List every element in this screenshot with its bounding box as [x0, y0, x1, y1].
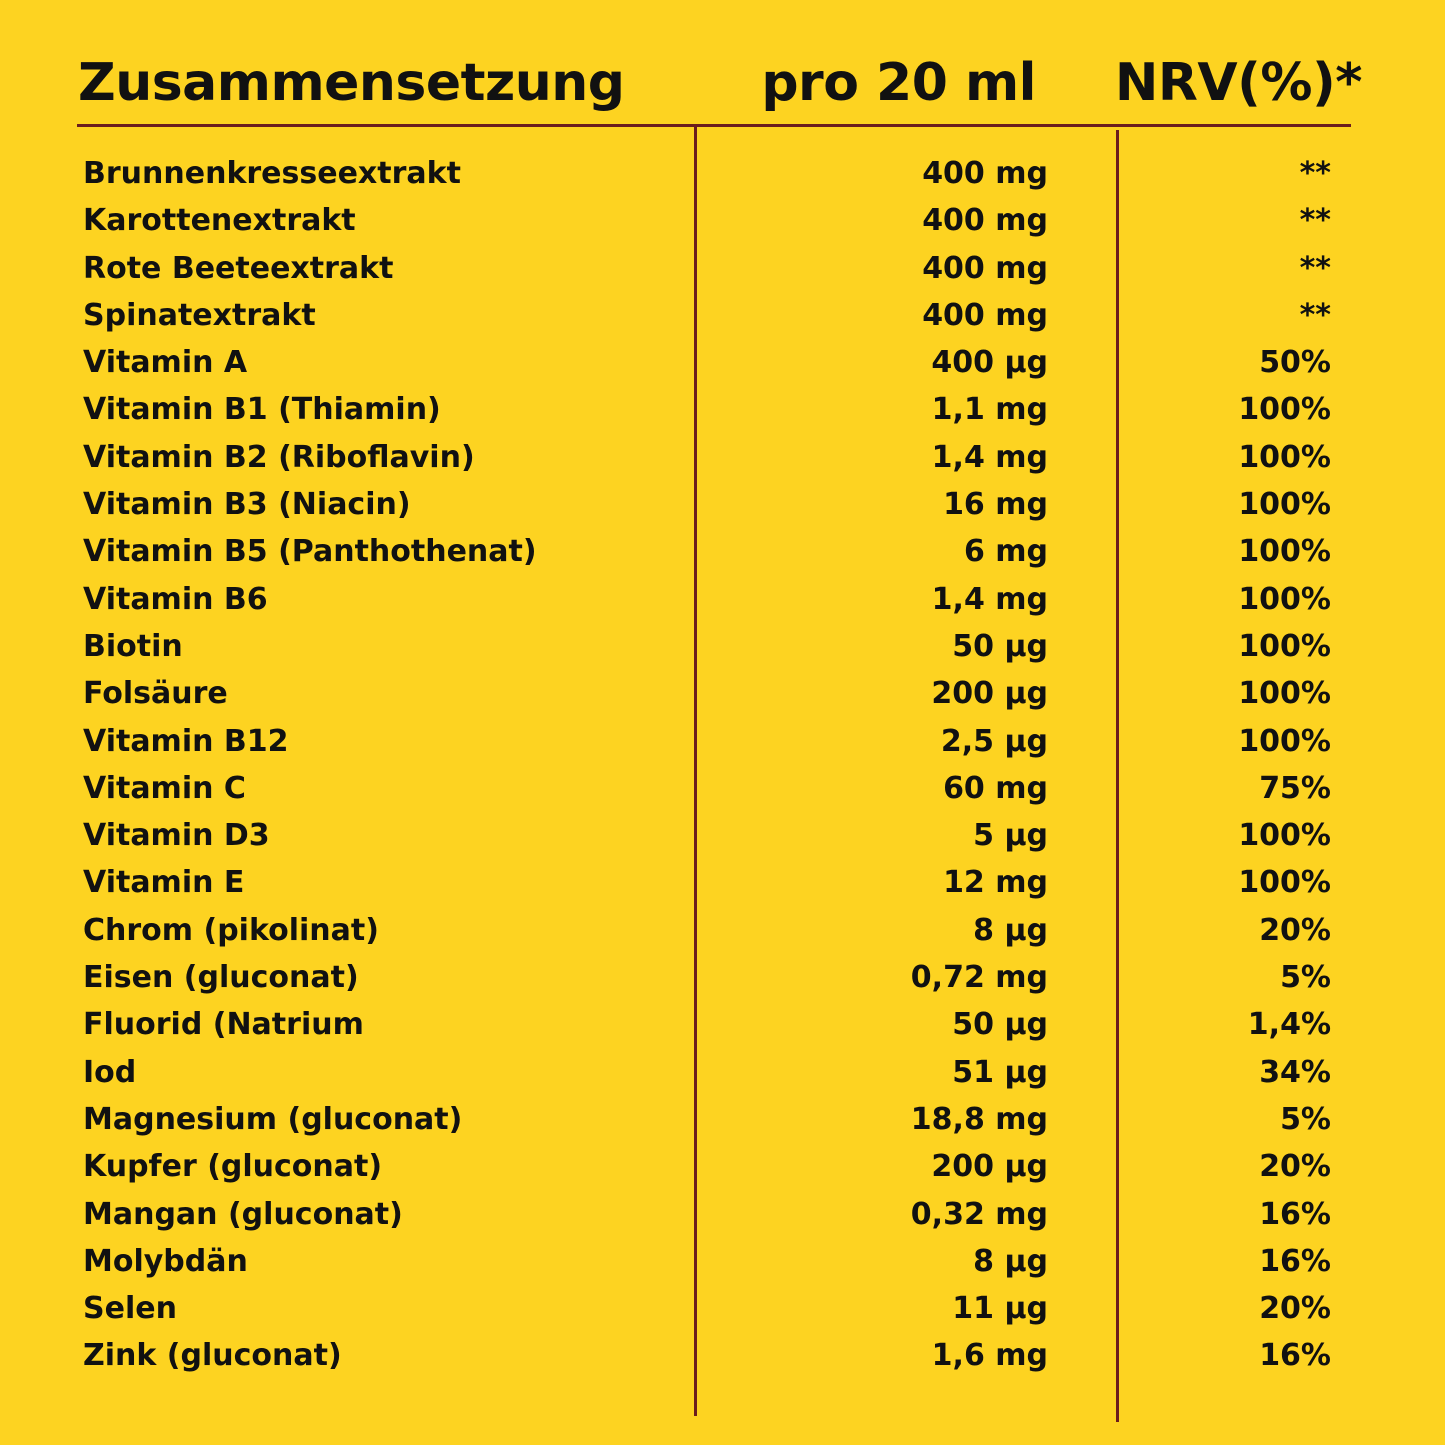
- table-row: [0, 954, 1445, 1001]
- nutrient-name: Vitamin B3 (Niacin): [83, 487, 411, 523]
- table-row: [0, 1001, 1445, 1048]
- nutrient-name: Biotin: [83, 628, 183, 664]
- nutrient-nrv: **: [1299, 156, 1331, 191]
- table-row: [0, 1049, 1445, 1096]
- nutrient-amount: 16 mg: [943, 487, 1048, 523]
- nutrient-nrv: 5%: [1280, 1101, 1331, 1137]
- nutrient-amount: 8 µg: [973, 1243, 1048, 1279]
- nutrient-name: Fluorid (Natrium: [83, 1007, 364, 1043]
- nutrient-amount: 1,4 mg: [931, 581, 1048, 617]
- nutrient-name: Vitamin A: [83, 345, 248, 381]
- nutrient-amount: 1,1 mg: [931, 392, 1048, 428]
- nutrient-nrv: 100%: [1238, 487, 1331, 523]
- table-row: [0, 812, 1445, 859]
- nutrient-name: Brunnenkresseextrakt: [83, 156, 461, 191]
- nutrient-nrv: 34%: [1259, 1054, 1331, 1090]
- nutrient-name: Molybdän: [83, 1243, 248, 1279]
- nutrient-name: Zink (gluconat): [83, 1338, 342, 1374]
- nutrient-nrv: 100%: [1238, 581, 1331, 617]
- nutrient-name: Rote Beeteextrakt: [83, 250, 394, 286]
- nutrient-nrv: 100%: [1238, 534, 1331, 570]
- nutrient-nrv: 100%: [1238, 676, 1331, 712]
- table-row: [0, 623, 1445, 670]
- nutrient-nrv: 5%: [1280, 960, 1331, 996]
- table-row: [0, 576, 1445, 623]
- nutrient-name: Iod: [83, 1054, 137, 1090]
- table-row: [0, 1332, 1445, 1379]
- nutrient-nrv: 100%: [1238, 439, 1331, 475]
- table-row: [0, 481, 1445, 528]
- nutrient-amount: 400 mg: [922, 156, 1048, 191]
- nutrient-amount: 50 µg: [952, 1007, 1048, 1043]
- nutrient-nrv: 16%: [1259, 1243, 1331, 1279]
- nutrient-nrv: 100%: [1238, 628, 1331, 664]
- nutrient-amount: 200 µg: [931, 1149, 1048, 1185]
- nutrient-nrv: 1,4%: [1247, 1007, 1331, 1043]
- table-row: [0, 386, 1445, 433]
- nutrient-amount: 0,32 mg: [910, 1196, 1048, 1232]
- nutrient-amount: 0,72 mg: [910, 960, 1048, 996]
- nutrient-name: Vitamin C: [83, 770, 246, 806]
- nutrient-amount: 50 µg: [952, 628, 1048, 664]
- table-row: [0, 1285, 1445, 1332]
- nutrient-name: Eisen (gluconat): [83, 960, 359, 996]
- nutrient-name: Selen: [83, 1291, 177, 1327]
- nutrient-nrv: **: [1299, 250, 1331, 286]
- table-row: [0, 150, 1445, 197]
- nutrient-name: Chrom (pikolinat): [83, 912, 379, 948]
- nutrient-amount: 11 µg: [952, 1291, 1048, 1327]
- nutrient-name: Folsäure: [83, 676, 228, 712]
- nutrient-nrv: 20%: [1259, 1149, 1331, 1185]
- nutrient-amount: 6 mg: [963, 534, 1048, 570]
- nutrient-nrv: 20%: [1259, 912, 1331, 948]
- nutrient-name: Vitamin D3: [83, 818, 270, 854]
- nutrient-amount: 400 µg: [931, 345, 1048, 381]
- nutrient-nrv: **: [1299, 297, 1331, 333]
- nutrient-nrv: **: [1299, 203, 1331, 239]
- nutrient-amount: 200 µg: [931, 676, 1048, 712]
- nutrient-name: Vitamin B5 (Panthothenat): [83, 534, 537, 570]
- table-row: [0, 292, 1445, 339]
- table-row: [0, 1143, 1445, 1190]
- table-row: [0, 1191, 1445, 1238]
- nutrient-amount: 60 mg: [943, 770, 1048, 806]
- nutrient-name: Vitamin E: [83, 865, 245, 901]
- nutrient-amount: 18,8 mg: [910, 1101, 1048, 1137]
- table-row: [0, 1238, 1445, 1285]
- table-row: [0, 197, 1445, 244]
- nutrient-amount: 1,4 mg: [931, 439, 1048, 475]
- table-row: [0, 765, 1445, 812]
- table-row: [0, 670, 1445, 717]
- nutrient-name: Spinatextrakt: [83, 297, 316, 333]
- nutrient-amount: 400 mg: [922, 250, 1048, 286]
- column-header-amount: pro 20 ml: [761, 53, 1036, 113]
- nutrient-name: Vitamin B12: [83, 723, 289, 759]
- table-row: [0, 245, 1445, 292]
- column-header-name: Zusammensetzung: [78, 53, 625, 113]
- nutrient-nrv: 50%: [1259, 345, 1331, 381]
- nutrient-nrv: 100%: [1238, 818, 1331, 854]
- table-row: [0, 718, 1445, 765]
- nutrient-name: Kupfer (gluconat): [83, 1149, 383, 1185]
- nutrient-nrv: 100%: [1238, 865, 1331, 901]
- column-header-nrv: NRV(%)*: [1114, 53, 1362, 113]
- table-row: [0, 339, 1445, 386]
- nutrient-amount: 1,6 mg: [931, 1338, 1048, 1374]
- nutrient-name: Vitamin B1 (Thiamin): [83, 392, 441, 428]
- nutrient-nrv: 100%: [1238, 723, 1331, 759]
- nutrient-nrv: 75%: [1259, 770, 1331, 806]
- nutrient-name: Magnesium (gluconat): [83, 1101, 463, 1137]
- header-divider: [77, 124, 1351, 127]
- nutrient-nrv: 20%: [1259, 1291, 1331, 1327]
- table-row: [0, 1096, 1445, 1143]
- table-row: [0, 859, 1445, 906]
- table-row: [0, 434, 1445, 481]
- nutrient-amount: 400 mg: [922, 203, 1048, 239]
- nutrient-name: Karottenextrakt: [83, 203, 356, 239]
- nutrient-amount: 8 µg: [973, 912, 1048, 948]
- nutrient-amount: 5 µg: [973, 818, 1048, 854]
- nutrient-nrv: 100%: [1238, 392, 1331, 428]
- nutrient-name: Mangan (gluconat): [83, 1196, 403, 1232]
- nutrient-nrv: 16%: [1259, 1196, 1331, 1232]
- nutrient-nrv: 16%: [1259, 1338, 1331, 1374]
- nutrient-amount: 51 µg: [952, 1054, 1048, 1090]
- nutrient-name: Vitamin B2 (Riboflavin): [83, 439, 475, 475]
- table-row: [0, 907, 1445, 954]
- table-body: [0, 150, 1445, 1380]
- nutrient-amount: 12 mg: [943, 865, 1048, 901]
- nutrient-amount: 400 mg: [922, 297, 1048, 333]
- table-row: [0, 528, 1445, 575]
- nutrient-amount: 2,5 µg: [940, 723, 1048, 759]
- nutrient-name: Vitamin B6: [83, 581, 268, 617]
